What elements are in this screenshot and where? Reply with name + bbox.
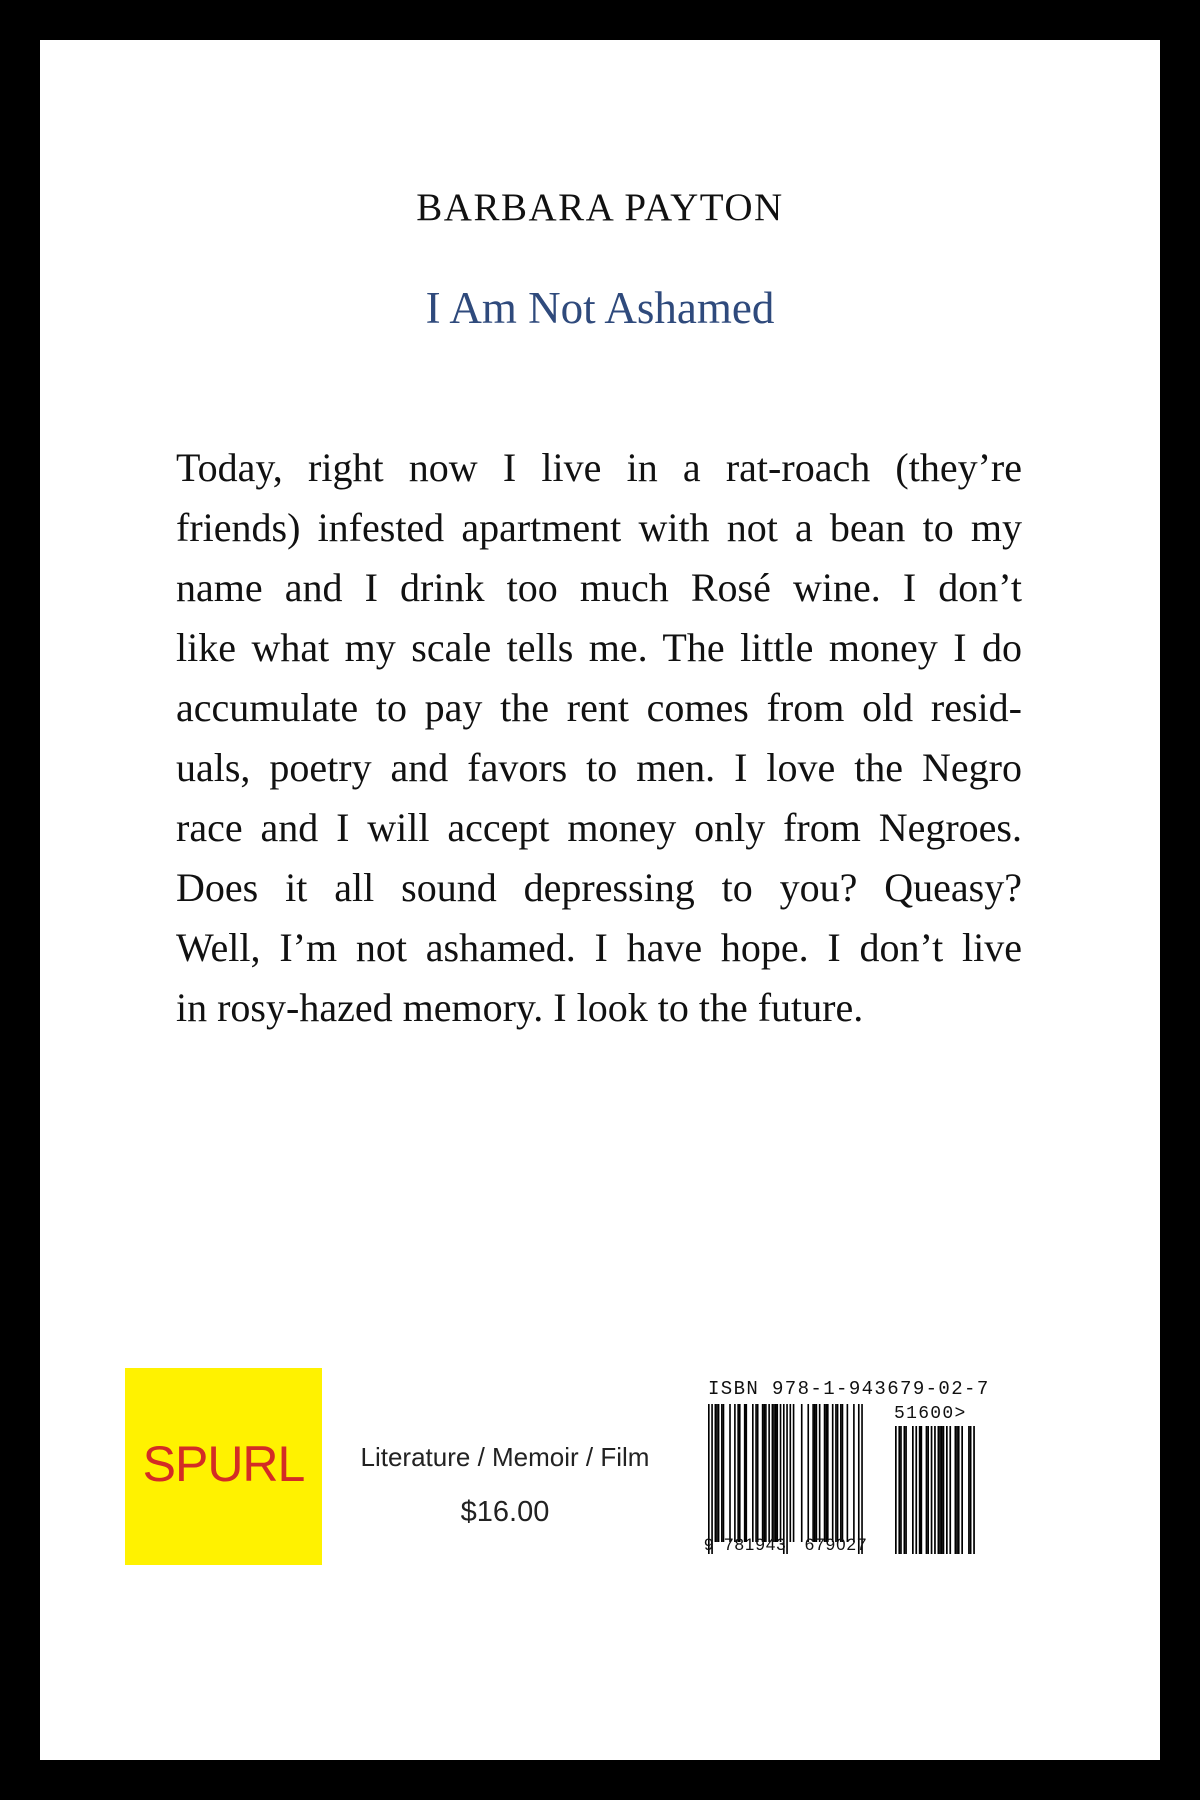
barcode-bar [835, 1404, 837, 1542]
barcode-bar [837, 1404, 839, 1542]
addon-bar [931, 1426, 933, 1554]
barcode-bar [755, 1404, 757, 1542]
addon-bar [898, 1426, 900, 1554]
barcode-bar [853, 1404, 855, 1542]
barcode-bar [827, 1404, 829, 1542]
barcode-bar [775, 1404, 777, 1542]
addon-bar [946, 1426, 948, 1554]
addon-bar [912, 1426, 914, 1554]
barcode-bar [739, 1404, 741, 1542]
barcode-bar [752, 1404, 754, 1542]
barcode-bar [824, 1404, 826, 1542]
addon-bar [919, 1426, 921, 1554]
barcode-bar [737, 1404, 739, 1542]
blurb-line: accumulate to pay the rent comes from old resid- [176, 685, 1022, 730]
barcode-bar [762, 1404, 764, 1542]
addon-bar [973, 1426, 975, 1554]
addon-bar [904, 1426, 906, 1554]
barcode-bar [842, 1404, 844, 1542]
blurb-line: in rosy-hazed memory. I look to the future. [176, 985, 864, 1030]
addon-bar [955, 1426, 957, 1554]
barcode-bar [847, 1404, 849, 1542]
addon-bar [905, 1426, 907, 1554]
addon-bar [900, 1426, 902, 1554]
barcode-bar [708, 1404, 710, 1554]
isbn-label: ISBN 978-1-943679-02-7 [708, 1378, 990, 1400]
addon-bar [895, 1426, 897, 1554]
barcode-bar [825, 1404, 827, 1542]
addon-bar [970, 1426, 972, 1554]
barcode-bar [801, 1404, 803, 1542]
barcode-bar [832, 1404, 834, 1542]
barcode-bar [721, 1404, 723, 1542]
addon-barcode-bars [895, 1426, 975, 1554]
blurb-line: name and I drink too much Rosé wine. I don’t [176, 565, 1022, 610]
barcode-bar [711, 1404, 713, 1554]
barcode-bar [776, 1404, 778, 1542]
blurb-line: uals, poetry and favors to men. I love the Negro [176, 745, 1022, 790]
addon-bar [956, 1426, 958, 1554]
addon-bar [915, 1426, 917, 1554]
barcode-bar [745, 1404, 747, 1542]
addon-bar [921, 1426, 923, 1554]
author-name: BARBARA PAYTON [416, 186, 784, 229]
barcode-lead-digit: 9 [704, 1535, 715, 1554]
ean-barcode-bars [708, 1404, 863, 1554]
barcode-bar [763, 1404, 765, 1542]
barcode-bar [819, 1404, 821, 1542]
addon-bar [949, 1426, 951, 1554]
barcode-bar [793, 1404, 795, 1542]
blurb-line: race and I will accept money only from Negroes. [176, 805, 1022, 850]
barcode-bar [840, 1404, 842, 1542]
blurb-text [176, 438, 1022, 1038]
addon-bar [934, 1426, 936, 1554]
barcode-bar [723, 1404, 725, 1542]
barcode-bar [814, 1404, 816, 1542]
barcode-bar [816, 1404, 818, 1542]
barcode-bar [783, 1404, 785, 1554]
barcode-bar [768, 1404, 770, 1542]
book-title: I Am Not Ashamed [425, 283, 775, 333]
barcode-bar [729, 1404, 731, 1542]
barcode-bar [744, 1404, 746, 1542]
addon-bar [927, 1426, 929, 1554]
barcode-bar [757, 1404, 759, 1542]
barcode-left-digits: 781943 [724, 1535, 787, 1554]
barcode-bar [786, 1404, 788, 1554]
addon-bar [968, 1426, 970, 1554]
barcode-right-digits: 679027 [804, 1535, 868, 1554]
blurb-line: Today, right now I live in a rat-roach (they’re [176, 445, 1022, 490]
blurb-line: friends) infested apartment with not a bean to my [176, 505, 1022, 550]
addon-bar [941, 1426, 943, 1554]
publisher-logo [125, 1368, 322, 1565]
barcode-bar [765, 1404, 767, 1542]
blurb-line: Does it all sound depressing to you? Queasy? [176, 865, 1022, 910]
blurb-line: like what my scale tells me. The little money I do [176, 625, 1022, 670]
addon-bar [958, 1426, 960, 1554]
barcode-bar [773, 1404, 775, 1542]
addon-bar [938, 1426, 940, 1554]
barcode-bar [772, 1404, 774, 1542]
barcode-bar [715, 1404, 717, 1542]
barcode-bar [807, 1404, 809, 1542]
barcode-bar [858, 1404, 860, 1554]
barcode-bar [716, 1404, 718, 1542]
barcode-bar [734, 1404, 736, 1542]
addon-bar [926, 1426, 928, 1554]
barcode-bar [861, 1404, 863, 1554]
publisher-logo-text: SPURL [142, 1435, 305, 1492]
barcode-bar [812, 1404, 814, 1542]
barcode-bar [780, 1404, 782, 1542]
blurb-line: Well, I’m not ashamed. I have hope. I don’t live [176, 925, 1022, 970]
book-category: Literature / Memoir / Film [360, 1442, 650, 1472]
book-price: $16.00 [460, 1496, 550, 1528]
barcode-addon-code: 51600> [894, 1404, 967, 1424]
addon-bar [943, 1426, 945, 1554]
barcode-bar [718, 1404, 720, 1542]
addon-bar [961, 1426, 963, 1554]
addon-bar [939, 1426, 941, 1554]
barcode-digits [704, 1535, 867, 1555]
barcode-bar [790, 1404, 792, 1542]
